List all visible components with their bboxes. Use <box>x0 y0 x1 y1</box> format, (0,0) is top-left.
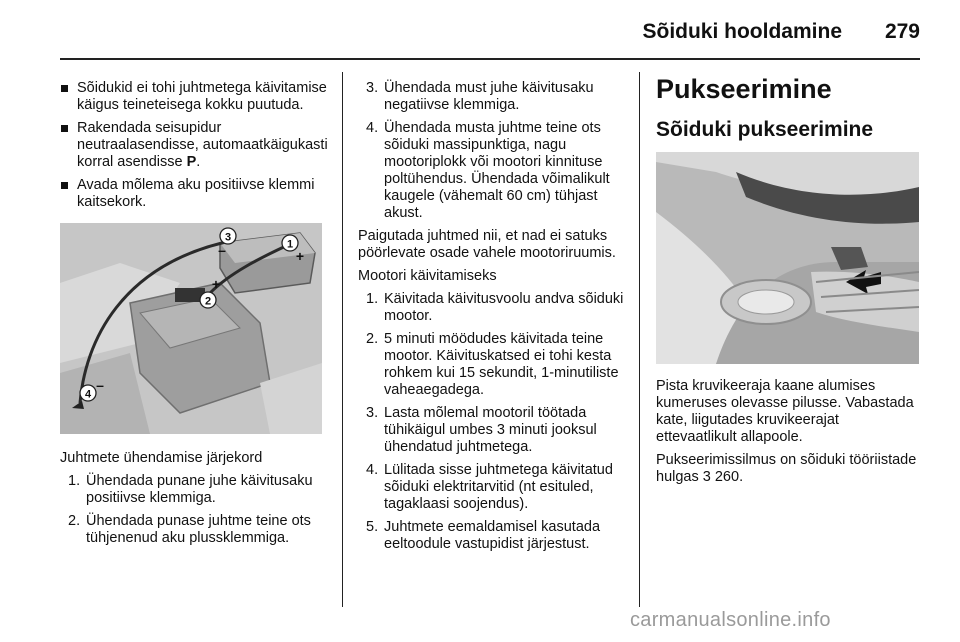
bullet-text: . <box>196 154 201 170</box>
step-text: Lülitada sisse juhtmetega käivitatud sõiduki elektritarvitid (nt esituled, tagaklaasi soojendus). <box>384 462 613 512</box>
step-number: 3. <box>366 80 379 96</box>
towing-cover-figure <box>656 152 919 364</box>
header-title: Sõiduki hooldamine <box>642 20 842 43</box>
header-rule <box>60 58 920 60</box>
step-text: Ühendada punane juhe käivitusaku positiivse klemmiga. <box>86 473 313 506</box>
front-bumper-illustration <box>656 152 919 364</box>
subsection-heading: Sõiduki pukseerimine <box>656 118 874 141</box>
step-item <box>358 120 626 222</box>
paragraph-text: 260. <box>710 469 744 485</box>
step-text: 5 minuti möödudes käivitada teine mootor. Käivituskatsed ei tohi kesta rohkem kui 15 sekundit, 1-minutiliste vaheaegadega. <box>384 331 619 398</box>
watermark: carmanualsonline.info <box>630 609 831 631</box>
section-heading: Pukseerimine <box>656 74 832 104</box>
step-item <box>358 331 626 399</box>
step-number: 3. <box>366 405 379 421</box>
bullet-bold-text: P <box>186 154 197 170</box>
engine-bay-illustration <box>60 223 322 434</box>
step-text: Ühendada musta juhtme teine ots sõiduki massipunktiga, nagu mootoriplokk või mootori kinnituse poltühendus. Ühendada võimalikult kaugele (vähemalt 60 cm) tühjast akust. <box>384 120 610 221</box>
svg-text:–: – <box>96 377 104 393</box>
page-reference-icon: 3 <box>702 469 711 485</box>
step-item <box>60 473 328 507</box>
step-text: Ühendada must juhe käivitusaku negatiivse klemmiga. <box>384 80 594 113</box>
bullet-item: Avada mõlema aku positiivse klemmi kaitsekork. <box>60 177 328 211</box>
column-right <box>656 74 921 492</box>
step-item <box>358 519 626 553</box>
paragraph: Mootori käivitamiseks <box>358 268 497 284</box>
column-middle <box>358 80 626 559</box>
column-divider-1 <box>342 72 343 607</box>
step-list <box>60 473 328 547</box>
svg-text:3: 3 <box>224 231 232 244</box>
bullet-item <box>60 120 328 171</box>
svg-text:1: 1 <box>286 238 294 251</box>
bullet-item: Sõidukid ei tohi juhtmetega käivitamise käigus teineteisega kokku puutuda. <box>60 80 328 114</box>
step-item <box>358 405 626 456</box>
figure-caption: Juhtmete ühendamise järjekord <box>60 450 263 466</box>
step-item <box>60 513 328 547</box>
bullet-text: Rakendada seisupidur neutraalasendisse, automaatkäigukasti korral asendisse <box>77 120 328 170</box>
step-item <box>358 291 626 325</box>
bullet-list <box>60 80 328 211</box>
step-list <box>358 80 626 222</box>
step-item <box>358 80 626 114</box>
page-number: 279 <box>884 20 920 43</box>
svg-text:4: 4 <box>84 388 92 401</box>
svg-text:+: + <box>295 248 305 264</box>
svg-text:+: + <box>211 276 221 292</box>
step-text: Ühendada punase juhtme teine ots tühjenenud aku plussklemmiga. <box>86 513 311 546</box>
svg-text:2: 2 <box>204 295 212 308</box>
column-left <box>60 80 328 553</box>
step-number: 4. <box>366 462 379 478</box>
step-number: 1. <box>68 473 81 489</box>
step-number: 5. <box>366 519 379 535</box>
battery-jump-start-figure <box>60 223 322 434</box>
step-number: 2. <box>366 331 379 347</box>
step-number: 4. <box>366 120 379 136</box>
column-divider-2 <box>639 72 640 607</box>
step-text: Lasta mõlemal mootoril töötada tühikäigul umbes 3 minuti jooksul ühendatud juhtmetega. <box>384 405 597 455</box>
step-list <box>358 291 626 553</box>
step-number: 1. <box>366 291 379 307</box>
paragraph <box>656 452 921 486</box>
svg-text:–: – <box>218 242 226 258</box>
step-text: Juhtmete eemaldamisel kasutada eeltoodule vastupidist järjestust. <box>384 519 601 552</box>
paragraph: Paigutada juhtmed nii, et nad ei satuks pöörlevate osade vahele mootoriruumis. <box>358 228 616 261</box>
step-item <box>358 462 626 513</box>
paragraph: Pista kruvikeeraja kaane alumises kumeruses olevasse pilusse. Vabastada kate, liigutades kruvikeerajat ettevaatlikult allapoole. <box>656 378 914 445</box>
step-text: Käivitada käivitusvoolu andva sõiduki mootor. <box>384 291 624 324</box>
step-number: 2. <box>68 513 81 529</box>
paragraph-text: Pukseerimissilmus on sõiduki tööriistade hulgas <box>656 452 917 485</box>
